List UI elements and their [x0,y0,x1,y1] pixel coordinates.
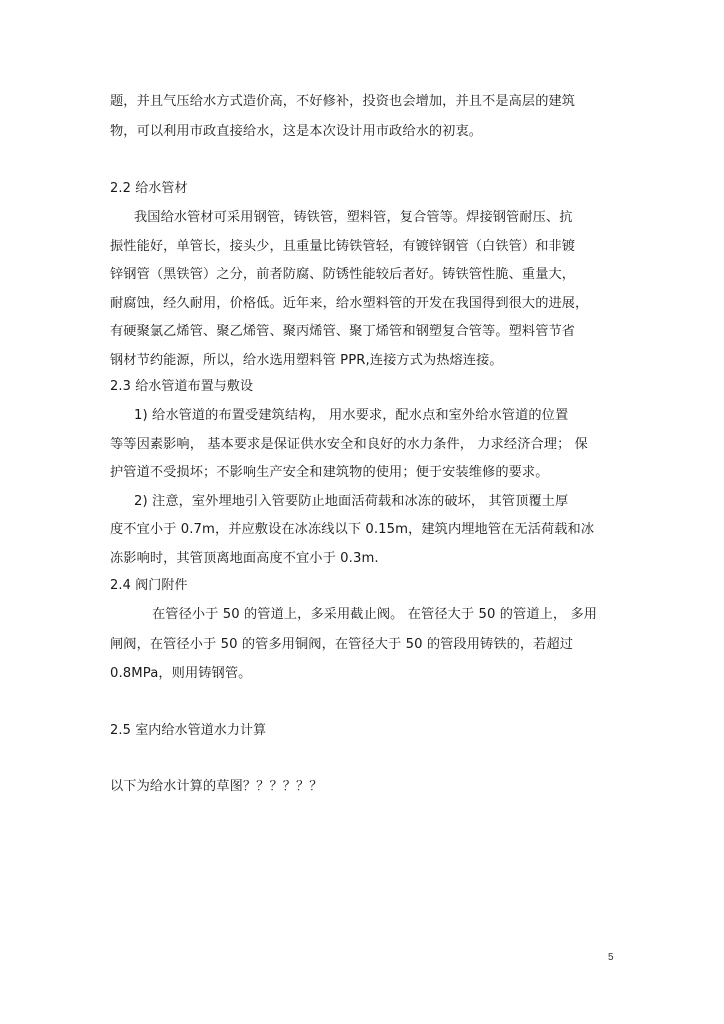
text-line: 有硬聚氯乙烯管、聚乙烯管、聚丙烯管、聚丁烯管和钢塑复合管等。塑料管节省 [110,324,576,339]
text-line: 冻影响时，其管顶离地面高度不宜小于 0.3m. [110,551,379,566]
text-line: 闸阀，在管径小于 50 的管多用铜阀，在管径大于 50 的管段用铸铁的，若超过 [110,637,574,652]
text-line: 度不宜小于 0.7m，并应敷设在冰冻线以下 0.15m，建筑内埋地管在无活荷载和冰 [110,522,595,537]
text-line: 在管径小于 50 的管道上，多采用截止阀。 在管径大于 50 的管道上， 多用 [152,607,598,622]
text-line: 钢材节约能源，所以，给水选用塑料管 PPR,连接方式为热熔连接。 [110,353,503,368]
text-line: 耐腐蚀，经久耐用，价格低。近年来，给水塑料管的开发在我国得到很大的进展， [110,296,589,311]
text-line: 振性能好，单管长，接头少，且重量比铸铁管轻，有镀锌钢管（白铁管）和非镀 [110,239,576,254]
section-heading-2-3: 2.3 给水管道布置与敷设 [110,379,254,394]
section-heading-2-2: 2.2 给水管材 [110,181,188,196]
text-line: 0.8MPa，则用铸钢管。 [110,666,252,681]
text-line: 护管道不受损坏；不影响生产安全和建筑物的使用；便于安装维修的要求。 [110,465,549,480]
section-heading-2-4: 2.4 阀门附件 [110,578,188,593]
text-line: 物，可以利用市政直接给水，这是本次设计用市政给水的初衷。 [110,124,483,139]
text-line: 2) 注意，室外埋地引入管要防止地面活荷载和冰冻的破坏， 其管顶覆土厚 [134,494,569,509]
text-line: 我国给水管材可采用钢管，铸铁管，塑料管，复合管等。焊接钢管耐压、抗 [134,210,573,225]
text-line: 题，并且气压给水方式造价高，不好修补，投资也会增加，并且不是高层的建筑 [110,94,576,109]
text-line: 等等因素影响， 基本要求是保证供水安全和良好的水力条件， 力求经济合理； 保 [110,437,588,452]
page-number: 5 [608,952,614,963]
section-heading-2-5: 2.5 室内给水管道水力计算 [110,723,267,738]
text-line: 锌钢管（黑铁管）之分，前者防腐、防锈性能较后者好。铸铁管性脆、重量大， [110,267,576,282]
closing-line: 以下为给水计算的草图？？？？？？ [110,779,323,794]
text-line: 1) 给水管道的布置受建筑结构， 用水要求，配水点和室外给水管道的位置 [134,408,569,423]
